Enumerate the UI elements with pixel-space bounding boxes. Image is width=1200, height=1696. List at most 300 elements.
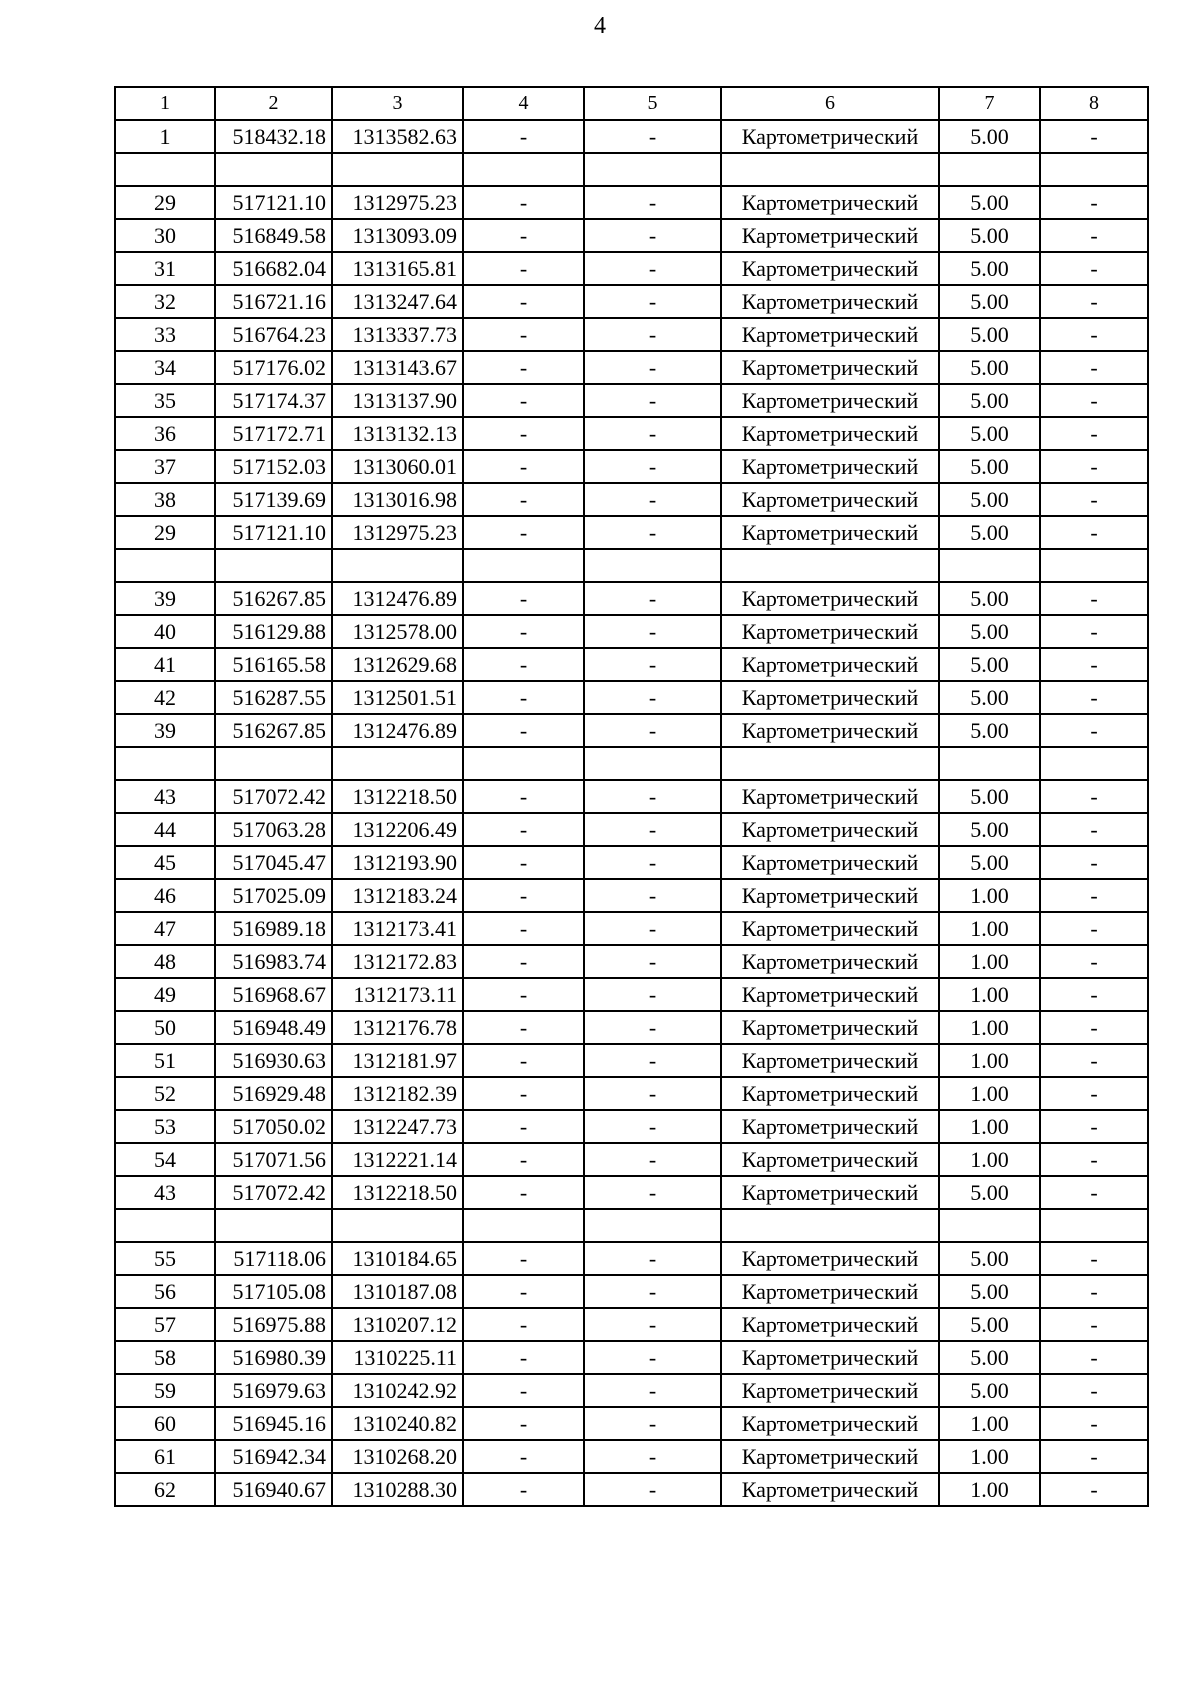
column-5-cell: - <box>584 813 721 846</box>
column-4-cell: - <box>463 318 584 351</box>
header-cell: 6 <box>721 87 939 120</box>
accuracy-cell: 5.00 <box>939 483 1040 516</box>
column-5-cell: - <box>584 1374 721 1407</box>
y-coordinate-cell: 1313060.01 <box>332 450 463 483</box>
table-row <box>115 978 1148 1011</box>
column-4-cell: - <box>463 780 584 813</box>
x-coordinate-cell: 517025.09 <box>215 879 332 912</box>
table-row <box>115 384 1148 417</box>
x-coordinate-cell: 517139.69 <box>215 483 332 516</box>
y-coordinate-cell: 1313093.09 <box>332 219 463 252</box>
table-row <box>115 318 1148 351</box>
x-coordinate-cell: 516980.39 <box>215 1341 332 1374</box>
accuracy-cell: 1.00 <box>939 1473 1040 1506</box>
method-cell: Картометрический <box>721 846 939 879</box>
column-5-cell <box>584 153 721 186</box>
point-number-cell: 35 <box>115 384 215 417</box>
method-cell: Картометрический <box>721 813 939 846</box>
column-4-cell: - <box>463 516 584 549</box>
y-coordinate-cell: 1310187.08 <box>332 1275 463 1308</box>
accuracy-cell: 5.00 <box>939 714 1040 747</box>
column-8-cell: - <box>1040 1011 1148 1044</box>
column-8-cell: - <box>1040 681 1148 714</box>
table-row <box>115 1044 1148 1077</box>
column-8-cell: - <box>1040 483 1148 516</box>
column-8-cell: - <box>1040 780 1148 813</box>
column-8-cell: - <box>1040 1143 1148 1176</box>
y-coordinate-cell: 1313247.64 <box>332 285 463 318</box>
x-coordinate-cell: 517105.08 <box>215 1275 332 1308</box>
x-coordinate-cell: 517050.02 <box>215 1110 332 1143</box>
column-8-cell: - <box>1040 1077 1148 1110</box>
x-coordinate-cell: 517172.71 <box>215 417 332 450</box>
point-number-cell: 45 <box>115 846 215 879</box>
point-number-cell: 38 <box>115 483 215 516</box>
method-cell: Картометрический <box>721 1011 939 1044</box>
column-4-cell: - <box>463 1473 584 1506</box>
x-coordinate-cell: 517121.10 <box>215 186 332 219</box>
table-row <box>115 648 1148 681</box>
column-5-cell: - <box>584 912 721 945</box>
column-8-cell: - <box>1040 582 1148 615</box>
accuracy-cell: 5.00 <box>939 252 1040 285</box>
table-row <box>115 219 1148 252</box>
table-header-row <box>115 87 1148 120</box>
table-row <box>115 483 1148 516</box>
point-number-cell: 48 <box>115 945 215 978</box>
page-number: 4 <box>594 13 606 39</box>
method-cell: Картометрический <box>721 1308 939 1341</box>
column-8-cell <box>1040 153 1148 186</box>
column-5-cell: - <box>584 351 721 384</box>
column-5-cell: - <box>584 1275 721 1308</box>
table-separator-row <box>115 549 1148 582</box>
point-number-cell: 31 <box>115 252 215 285</box>
column-5-cell <box>584 1209 721 1242</box>
accuracy-cell: 5.00 <box>939 1374 1040 1407</box>
point-number-cell: 53 <box>115 1110 215 1143</box>
column-4-cell: - <box>463 1341 584 1374</box>
column-8-cell: - <box>1040 1242 1148 1275</box>
y-coordinate-cell: 1312206.49 <box>332 813 463 846</box>
method-cell: Картометрический <box>721 681 939 714</box>
point-number-cell: 56 <box>115 1275 215 1308</box>
column-5-cell: - <box>584 879 721 912</box>
table-row <box>115 945 1148 978</box>
y-coordinate-cell: 1310184.65 <box>332 1242 463 1275</box>
x-coordinate-cell: 517072.42 <box>215 780 332 813</box>
column-5-cell: - <box>584 1440 721 1473</box>
point-number-cell: 29 <box>115 186 215 219</box>
table-row <box>115 417 1148 450</box>
point-number-cell: 52 <box>115 1077 215 1110</box>
table-separator-row <box>115 747 1148 780</box>
column-4-cell <box>463 747 584 780</box>
x-coordinate-cell: 517152.03 <box>215 450 332 483</box>
column-5-cell: - <box>584 978 721 1011</box>
column-4-cell: - <box>463 450 584 483</box>
column-8-cell: - <box>1040 318 1148 351</box>
y-coordinate-cell: 1312172.83 <box>332 945 463 978</box>
y-coordinate-cell: 1312476.89 <box>332 714 463 747</box>
column-4-cell: - <box>463 1275 584 1308</box>
column-8-cell <box>1040 747 1148 780</box>
method-cell <box>721 549 939 582</box>
column-8-cell: - <box>1040 1176 1148 1209</box>
y-coordinate-cell: 1313337.73 <box>332 318 463 351</box>
x-coordinate-cell: 516165.58 <box>215 648 332 681</box>
column-5-cell: - <box>584 252 721 285</box>
x-coordinate-cell: 516287.55 <box>215 681 332 714</box>
column-8-cell: - <box>1040 186 1148 219</box>
point-number-cell: 55 <box>115 1242 215 1275</box>
point-number-cell <box>115 747 215 780</box>
method-cell: Картометрический <box>721 1275 939 1308</box>
y-coordinate-cell <box>332 549 463 582</box>
x-coordinate-cell: 516764.23 <box>215 318 332 351</box>
table-row <box>115 450 1148 483</box>
column-5-cell: - <box>584 1407 721 1440</box>
point-number-cell: 37 <box>115 450 215 483</box>
point-number-cell: 42 <box>115 681 215 714</box>
y-coordinate-cell: 1312176.78 <box>332 1011 463 1044</box>
accuracy-cell: 1.00 <box>939 912 1040 945</box>
method-cell: Картометрический <box>721 1341 939 1374</box>
column-8-cell: - <box>1040 516 1148 549</box>
y-coordinate-cell: 1312181.97 <box>332 1044 463 1077</box>
table-row <box>115 714 1148 747</box>
accuracy-cell: 1.00 <box>939 1440 1040 1473</box>
method-cell: Картометрический <box>721 120 939 153</box>
point-number-cell: 39 <box>115 714 215 747</box>
accuracy-cell: 1.00 <box>939 1407 1040 1440</box>
point-number-cell: 1 <box>115 120 215 153</box>
accuracy-cell: 5.00 <box>939 681 1040 714</box>
y-coordinate-cell: 1312247.73 <box>332 1110 463 1143</box>
table-row <box>115 1308 1148 1341</box>
column-4-cell: - <box>463 945 584 978</box>
point-number-cell: 51 <box>115 1044 215 1077</box>
x-coordinate-cell: 516983.74 <box>215 945 332 978</box>
accuracy-cell: 5.00 <box>939 780 1040 813</box>
table-row <box>115 813 1148 846</box>
accuracy-cell: 5.00 <box>939 516 1040 549</box>
x-coordinate-cell: 516682.04 <box>215 252 332 285</box>
column-4-cell: - <box>463 120 584 153</box>
column-8-cell: - <box>1040 714 1148 747</box>
column-5-cell: - <box>584 318 721 351</box>
accuracy-cell <box>939 747 1040 780</box>
x-coordinate-cell: 516267.85 <box>215 714 332 747</box>
column-5-cell: - <box>584 186 721 219</box>
method-cell: Картометрический <box>721 450 939 483</box>
table-row <box>115 780 1148 813</box>
column-8-cell: - <box>1040 978 1148 1011</box>
column-8-cell: - <box>1040 648 1148 681</box>
x-coordinate-cell <box>215 747 332 780</box>
column-4-cell: - <box>463 252 584 285</box>
accuracy-cell: 1.00 <box>939 945 1040 978</box>
column-4-cell: - <box>463 582 584 615</box>
column-5-cell: - <box>584 1143 721 1176</box>
table-row <box>115 1077 1148 1110</box>
column-8-cell: - <box>1040 846 1148 879</box>
y-coordinate-cell: 1313132.13 <box>332 417 463 450</box>
accuracy-cell: 1.00 <box>939 978 1040 1011</box>
column-8-cell: - <box>1040 1308 1148 1341</box>
column-8-cell: - <box>1040 945 1148 978</box>
column-4-cell: - <box>463 1308 584 1341</box>
column-8-cell: - <box>1040 120 1148 153</box>
accuracy-cell: 1.00 <box>939 1077 1040 1110</box>
column-4-cell: - <box>463 186 584 219</box>
point-number-cell: 39 <box>115 582 215 615</box>
y-coordinate-cell: 1312578.00 <box>332 615 463 648</box>
x-coordinate-cell: 516979.63 <box>215 1374 332 1407</box>
method-cell: Картометрический <box>721 1077 939 1110</box>
y-coordinate-cell: 1312218.50 <box>332 1176 463 1209</box>
table-row <box>115 1242 1148 1275</box>
accuracy-cell: 1.00 <box>939 1110 1040 1143</box>
table-row <box>115 582 1148 615</box>
accuracy-cell <box>939 1209 1040 1242</box>
column-8-cell: - <box>1040 219 1148 252</box>
column-8-cell <box>1040 549 1148 582</box>
x-coordinate-cell: 516940.67 <box>215 1473 332 1506</box>
y-coordinate-cell: 1312501.51 <box>332 681 463 714</box>
y-coordinate-cell: 1310268.20 <box>332 1440 463 1473</box>
y-coordinate-cell: 1313165.81 <box>332 252 463 285</box>
table-row <box>115 846 1148 879</box>
method-cell: Картометрический <box>721 945 939 978</box>
column-8-cell <box>1040 1209 1148 1242</box>
x-coordinate-cell: 517118.06 <box>215 1242 332 1275</box>
method-cell: Картометрический <box>721 1242 939 1275</box>
point-number-cell: 43 <box>115 780 215 813</box>
accuracy-cell: 5.00 <box>939 1275 1040 1308</box>
column-4-cell: - <box>463 351 584 384</box>
y-coordinate-cell: 1310225.11 <box>332 1341 463 1374</box>
y-coordinate-cell: 1313143.67 <box>332 351 463 384</box>
column-5-cell: - <box>584 1341 721 1374</box>
method-cell: Картометрический <box>721 1407 939 1440</box>
x-coordinate-cell: 518432.18 <box>215 120 332 153</box>
x-coordinate-cell: 517174.37 <box>215 384 332 417</box>
column-5-cell: - <box>584 648 721 681</box>
header-cell: 7 <box>939 87 1040 120</box>
accuracy-cell: 5.00 <box>939 813 1040 846</box>
table-row <box>115 285 1148 318</box>
column-5-cell: - <box>584 1308 721 1341</box>
x-coordinate-cell <box>215 1209 332 1242</box>
point-number-cell: 49 <box>115 978 215 1011</box>
y-coordinate-cell: 1312975.23 <box>332 186 463 219</box>
accuracy-cell <box>939 153 1040 186</box>
header-cell: 3 <box>332 87 463 120</box>
y-coordinate-cell: 1310242.92 <box>332 1374 463 1407</box>
method-cell: Картометрический <box>721 1110 939 1143</box>
point-number-cell: 43 <box>115 1176 215 1209</box>
column-5-cell: - <box>584 615 721 648</box>
y-coordinate-cell: 1313016.98 <box>332 483 463 516</box>
column-5-cell: - <box>584 1242 721 1275</box>
x-coordinate-cell <box>215 153 332 186</box>
column-5-cell: - <box>584 945 721 978</box>
column-4-cell: - <box>463 1176 584 1209</box>
column-4-cell: - <box>463 1242 584 1275</box>
column-5-cell: - <box>584 450 721 483</box>
x-coordinate-cell: 516945.16 <box>215 1407 332 1440</box>
point-number-cell: 46 <box>115 879 215 912</box>
y-coordinate-cell: 1310240.82 <box>332 1407 463 1440</box>
table-row <box>115 1341 1148 1374</box>
column-5-cell: - <box>584 516 721 549</box>
column-8-cell: - <box>1040 450 1148 483</box>
column-4-cell: - <box>463 978 584 1011</box>
column-8-cell: - <box>1040 615 1148 648</box>
accuracy-cell: 5.00 <box>939 219 1040 252</box>
column-4-cell: - <box>463 417 584 450</box>
column-4-cell: - <box>463 384 584 417</box>
method-cell: Картометрический <box>721 1176 939 1209</box>
column-8-cell: - <box>1040 813 1148 846</box>
column-5-cell: - <box>584 1077 721 1110</box>
method-cell: Картометрический <box>721 978 939 1011</box>
column-4-cell: - <box>463 483 584 516</box>
y-coordinate-cell: 1312218.50 <box>332 780 463 813</box>
method-cell: Картометрический <box>721 1143 939 1176</box>
accuracy-cell: 5.00 <box>939 846 1040 879</box>
point-number-cell: 40 <box>115 615 215 648</box>
method-cell: Картометрический <box>721 714 939 747</box>
method-cell: Картометрический <box>721 351 939 384</box>
column-5-cell: - <box>584 1176 721 1209</box>
column-4-cell: - <box>463 615 584 648</box>
y-coordinate-cell: 1312629.68 <box>332 648 463 681</box>
column-5-cell <box>584 549 721 582</box>
column-4-cell: - <box>463 1440 584 1473</box>
point-number-cell: 41 <box>115 648 215 681</box>
method-cell: Картометрический <box>721 417 939 450</box>
column-4-cell: - <box>463 912 584 945</box>
x-coordinate-cell: 517072.42 <box>215 1176 332 1209</box>
header-cell: 1 <box>115 87 215 120</box>
method-cell <box>721 1209 939 1242</box>
point-number-cell <box>115 549 215 582</box>
x-coordinate-cell: 516929.48 <box>215 1077 332 1110</box>
column-8-cell: - <box>1040 252 1148 285</box>
point-number-cell: 54 <box>115 1143 215 1176</box>
y-coordinate-cell: 1310207.12 <box>332 1308 463 1341</box>
method-cell: Картометрический <box>721 1440 939 1473</box>
x-coordinate-cell: 517045.47 <box>215 846 332 879</box>
method-cell: Картометрический <box>721 219 939 252</box>
point-number-cell: 59 <box>115 1374 215 1407</box>
header-cell: 4 <box>463 87 584 120</box>
column-5-cell <box>584 747 721 780</box>
column-4-cell: - <box>463 1143 584 1176</box>
column-8-cell: - <box>1040 1440 1148 1473</box>
accuracy-cell <box>939 549 1040 582</box>
column-4-cell: - <box>463 1044 584 1077</box>
header-cell: 5 <box>584 87 721 120</box>
accuracy-cell: 5.00 <box>939 1176 1040 1209</box>
point-number-cell: 32 <box>115 285 215 318</box>
method-cell: Картометрический <box>721 186 939 219</box>
y-coordinate-cell <box>332 747 463 780</box>
method-cell: Картометрический <box>721 912 939 945</box>
method-cell: Картометрический <box>721 879 939 912</box>
method-cell: Картометрический <box>721 516 939 549</box>
column-8-cell: - <box>1040 351 1148 384</box>
accuracy-cell: 5.00 <box>939 615 1040 648</box>
x-coordinate-cell: 516989.18 <box>215 912 332 945</box>
header-cell: 8 <box>1040 87 1148 120</box>
point-number-cell: 57 <box>115 1308 215 1341</box>
coordinates-table <box>114 86 1149 1507</box>
method-cell: Картометрический <box>721 318 939 351</box>
column-5-cell: - <box>584 780 721 813</box>
method-cell: Картометрический <box>721 648 939 681</box>
column-8-cell: - <box>1040 1407 1148 1440</box>
column-4-cell: - <box>463 1374 584 1407</box>
accuracy-cell: 1.00 <box>939 1143 1040 1176</box>
table-row <box>115 1110 1148 1143</box>
point-number-cell: 62 <box>115 1473 215 1506</box>
point-number-cell: 47 <box>115 912 215 945</box>
y-coordinate-cell: 1312182.39 <box>332 1077 463 1110</box>
column-4-cell: - <box>463 1407 584 1440</box>
column-8-cell: - <box>1040 1275 1148 1308</box>
method-cell: Картометрический <box>721 285 939 318</box>
point-number-cell: 34 <box>115 351 215 384</box>
column-8-cell: - <box>1040 912 1148 945</box>
column-5-cell: - <box>584 483 721 516</box>
x-coordinate-cell: 517063.28 <box>215 813 332 846</box>
column-5-cell: - <box>584 714 721 747</box>
x-coordinate-cell: 517121.10 <box>215 516 332 549</box>
table-body <box>115 87 1148 1506</box>
y-coordinate-cell: 1313137.90 <box>332 384 463 417</box>
table-row <box>115 1176 1148 1209</box>
table-row <box>115 1374 1148 1407</box>
column-5-cell: - <box>584 846 721 879</box>
method-cell <box>721 747 939 780</box>
point-number-cell: 58 <box>115 1341 215 1374</box>
x-coordinate-cell: 516942.34 <box>215 1440 332 1473</box>
column-4-cell: - <box>463 285 584 318</box>
column-8-cell: - <box>1040 285 1148 318</box>
point-number-cell <box>115 1209 215 1242</box>
column-8-cell: - <box>1040 1374 1148 1407</box>
table-row <box>115 516 1148 549</box>
column-5-cell: - <box>584 384 721 417</box>
table-row <box>115 912 1148 945</box>
y-coordinate-cell: 1312193.90 <box>332 846 463 879</box>
column-4-cell: - <box>463 1077 584 1110</box>
accuracy-cell: 1.00 <box>939 1011 1040 1044</box>
point-number-cell <box>115 153 215 186</box>
point-number-cell: 33 <box>115 318 215 351</box>
accuracy-cell: 5.00 <box>939 450 1040 483</box>
accuracy-cell: 5.00 <box>939 351 1040 384</box>
method-cell: Картометрический <box>721 384 939 417</box>
column-5-cell: - <box>584 681 721 714</box>
column-8-cell: - <box>1040 417 1148 450</box>
point-number-cell: 29 <box>115 516 215 549</box>
column-4-cell <box>463 153 584 186</box>
y-coordinate-cell <box>332 153 463 186</box>
